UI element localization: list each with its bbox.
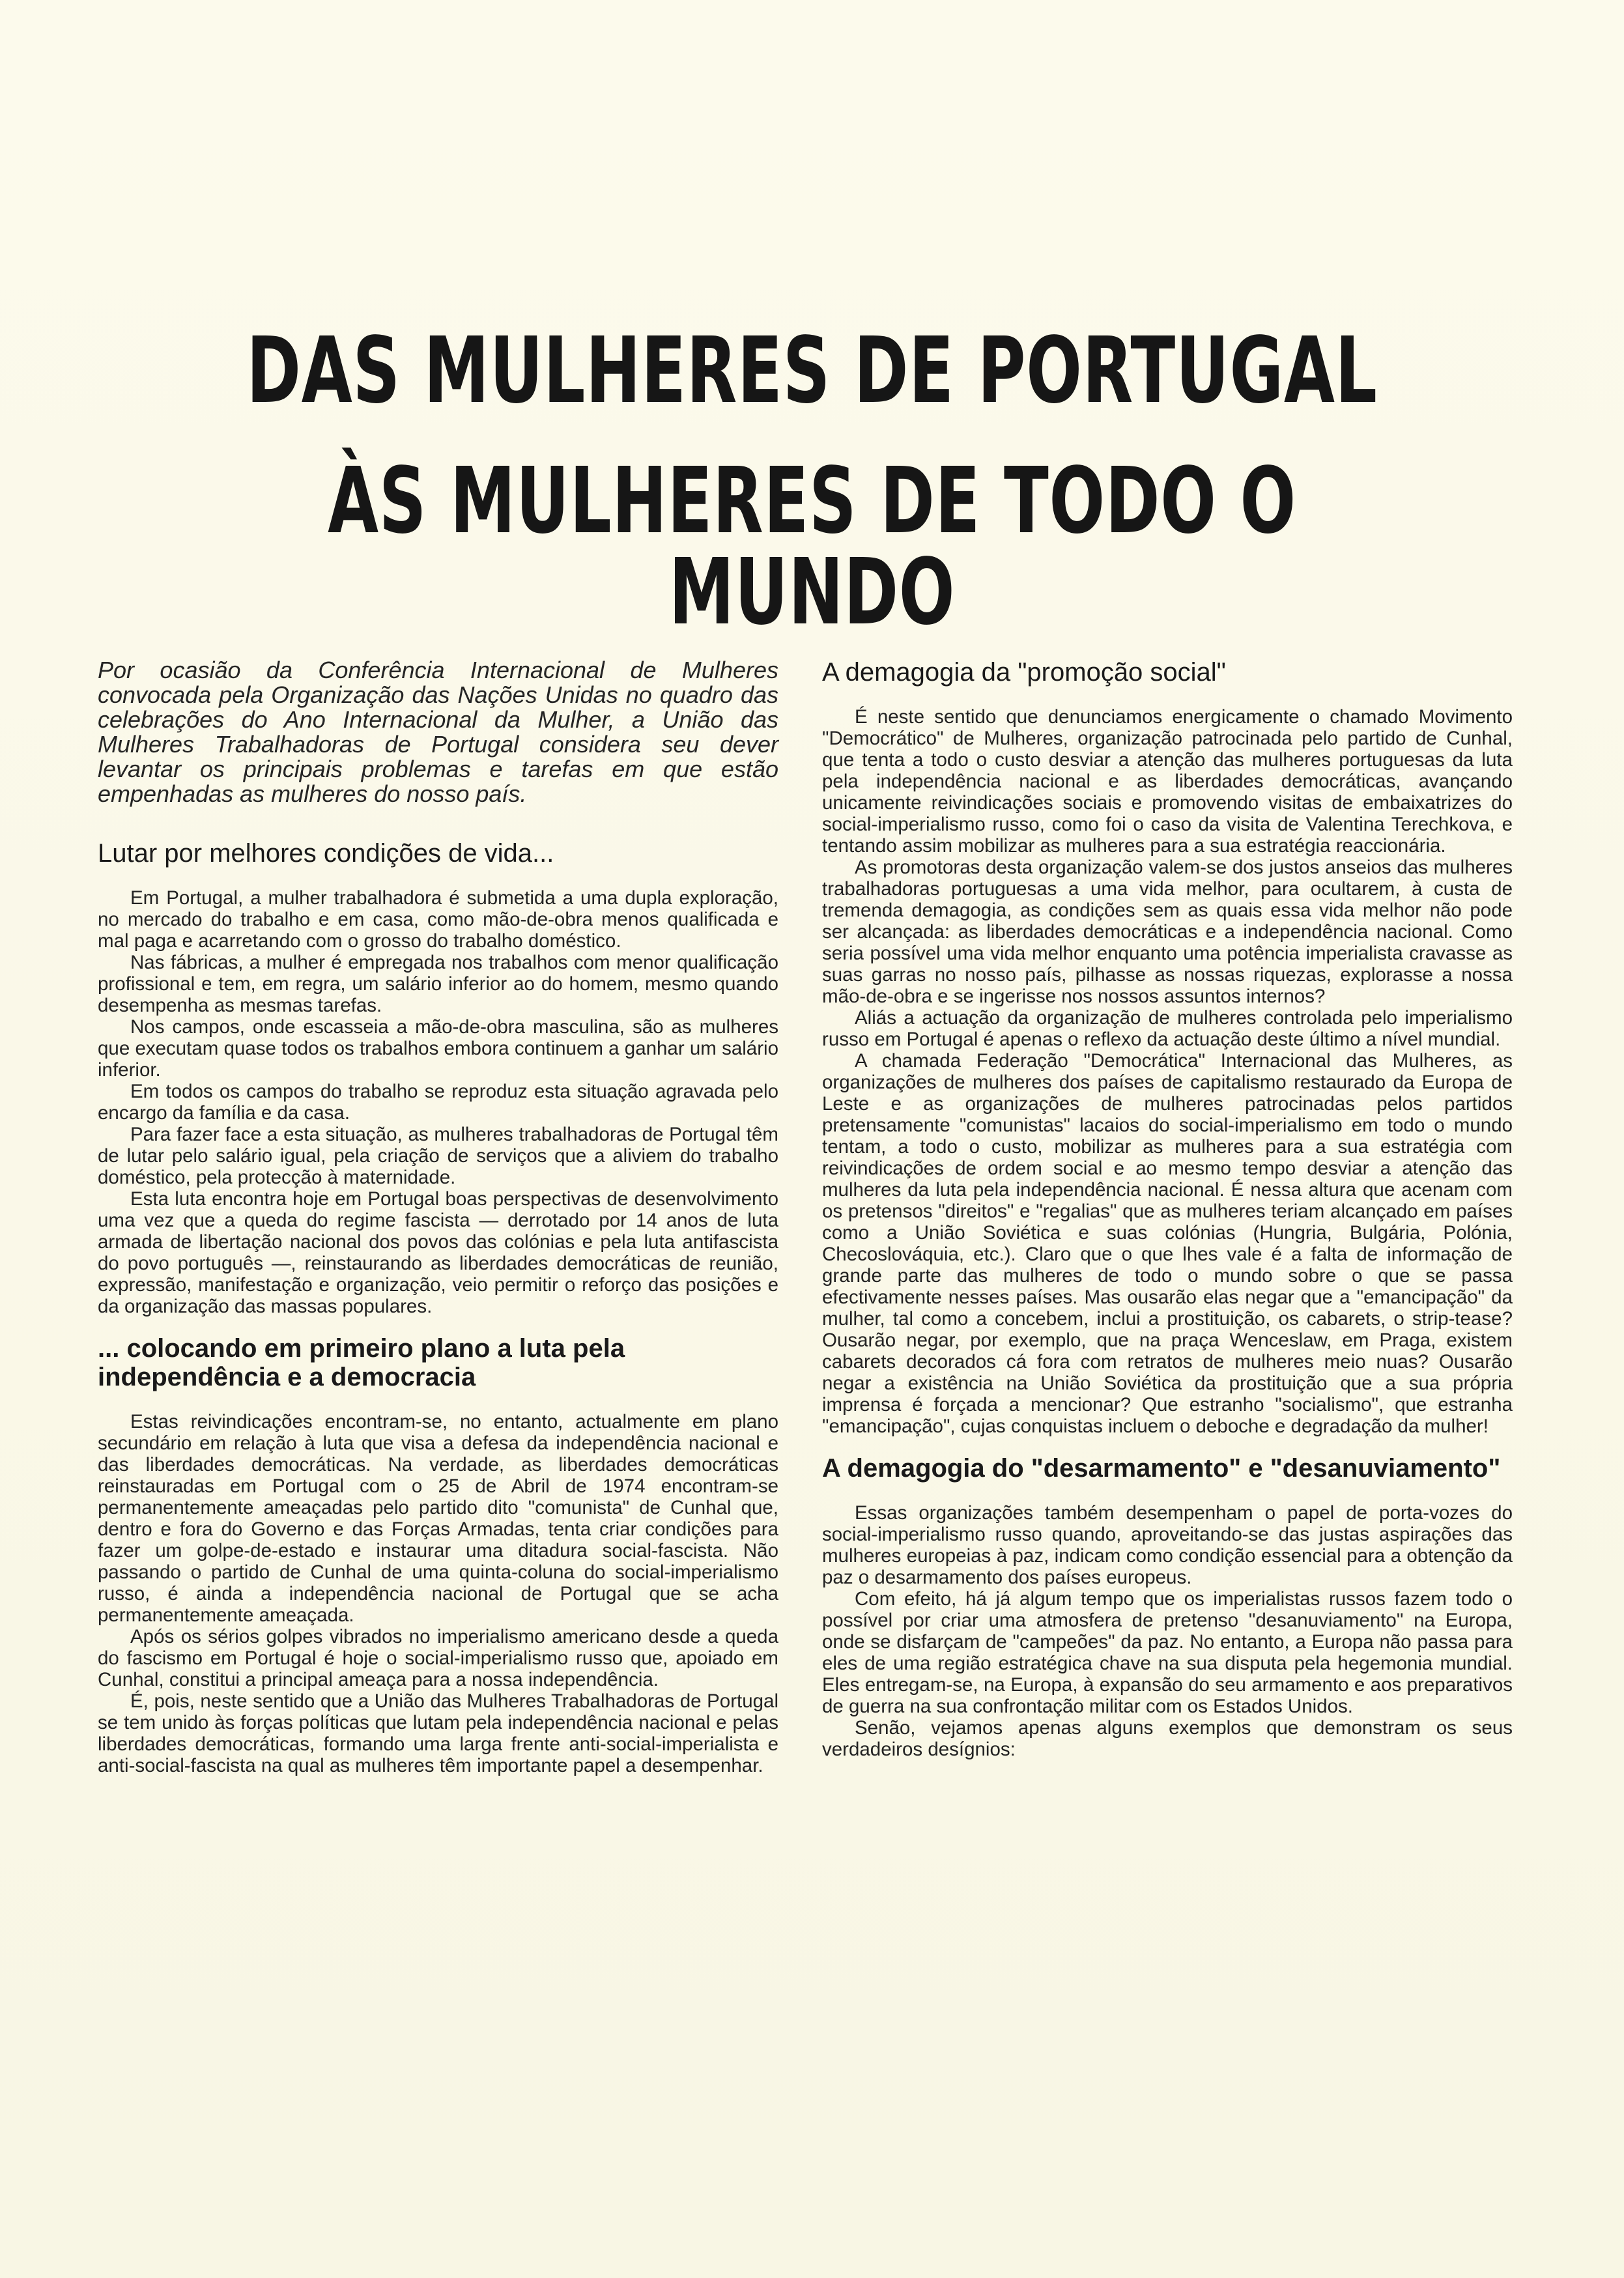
paragraph: Senão, vejamos apenas alguns exemplos que demonstram os seus verdadeiros desígnios:: [822, 1717, 1513, 1760]
paragraph: As promotoras desta organização valem-se dos justos anseios das mulheres trabalhadoras portuguesas a uma vida melhor, para ocultarem, à custa de tremenda demagogia, as condições sem as quais essa vida melhor não pode ser alcançada: as liberdades democráticas e a independência nacional. Como seria possível uma vida melhor enquanto uma potência imperialista cravasse as suas garras no nosso país, pilhasse as nossas riquezas, explorasse a nossa mão-de-obra e se ingerisse nos nossos assuntos internos?: [822, 857, 1513, 1007]
section-heading: Lutar por melhores condições de vida...: [98, 839, 554, 868]
section-social-promotion: [822, 658, 1513, 1437]
paragraph: Após os sérios golpes vibrados no imperialismo americano desde a queda do fascismo em Portugal é hoje o social-imperialismo russo que, apoiado em Cunhal, constitui a principal ameaça para a nossa independência.: [98, 1626, 778, 1690]
section-heading: A demagogia da "promoção social": [822, 658, 1226, 687]
paragraph: Aliás a actuação da organização de mulheres controlada pelo imperialismo russo em Portugal é apenas o reflexo da actuação deste último a nível mundial.: [822, 1007, 1513, 1050]
section-heading: A demagogia do "desarmamento" e "desanuviamento": [822, 1454, 1501, 1483]
paragraph: Esta luta encontra hoje em Portugal boas perspectivas de desenvolvimento uma vez que a queda do regime fascista — derrotado por 14 anos de luta armada de libertação nacional dos povos das colónias e pela luta antifascista do povo português —, reinstaurando as liberdades democráticas de reunião, expressão, manifestação e organização, veio permitir o reforço das posições e da organização das massas populares.: [98, 1188, 778, 1317]
title-line-1: DAS MULHERES DE PORTUGAL: [246, 318, 1378, 424]
paragraph: A chamada Federação "Democrática" Internacional das Mulheres, as organizações de mulheres dos países de capitalismo restaurado da Europa de Leste e as organizações de mulheres patrocinadas pelos partidos pretensamente "comunistas" lacaios do social-imperialismo em todo o mundo tentam, a todo o custo, mobilizar as mulheres para a sua estratégia com reivindicações de ordem social e ao mesmo tempo desviar a atenção das mulheres da luta pela independência nacional. É nessa altura que acenam com os pretensos "direitos" e "regalias" que as mulheres teriam alcançado em países como a União Soviética e suas colónias (Hungria, Bulgária, Polónia, Checoslováquia, etc.). Claro que o que lhes vale é a falta de informação de grande parte das mulheres de todo o mundo sobre o que se passa efectivamente nesses países. Mas ousarão elas negar que a "emancipação" da mulher, tal como a concebem, inclui a prostituição, os cabarets, o strip-tease? Ousarão negar, por exemplo, que na praça Wenceslaw, em Praga, existem cabarets decorados cá fora com retratos de mulheres meio nuas? Ousarão negar a existência na União Soviética da prostituição que a sua própria imprensa é forçada a mencionar? Que estranho "socialismo", que estranha "emancipação", cujas conquistas incluem o deboche e degradação da mulher!: [822, 1050, 1513, 1437]
paragraph: Em Portugal, a mulher trabalhadora é submetida a uma dupla exploração, no mercado do trabalho e em casa, como mão-de-obra menos qualificada e mal paga e acarretando com o grosso do trabalho doméstico.: [98, 887, 778, 952]
section-heading: ... colocando em primeiro plano a luta pela independência e a democracia: [98, 1334, 625, 1391]
section-living-conditions: [98, 839, 778, 1317]
section-independence: [98, 1334, 778, 1776]
paragraph: Estas reivindicações encontram-se, no entanto, actualmente em plano secundário em relação à luta que visa a defesa da independência nacional e das liberdades democráticas. Na verdade, as liberdades democráticas reinstauradas em Portugal com o 25 de Abril de 1974 encontram-se permanentemente ameaçadas pelo partido dito "comunista" de Cunhal que, dentro e fora do Governo e das Forças Armadas, tenta criar condições para fazer um golpe-de-estado e instaurar uma ditadura social-fascista. Não passando o partido de Cunhal de uma quinta-coluna do social-imperialismo russo, é ainda a independência nacional de Portugal que se acha permanentemente ameaçada.: [98, 1411, 778, 1626]
paragraph: Para fazer face a esta situação, as mulheres trabalhadoras de Portugal têm de lutar pelo salário igual, pela criação de serviços que a aliviem do trabalho doméstico, pela protecção à maternidade.: [98, 1124, 778, 1188]
title-line-2: ÀS MULHERES DE TODO O MUNDO: [328, 448, 1296, 646]
paragraph: Com efeito, há já algum tempo que os imperialistas russos fazem todo o possível por criar uma atmosfera de pretenso "desanuviamento" na Europa, onde se disfarçam de "campeões" da paz. No entanto, a Europa não passa para eles de uma região estratégica chave na sua disputa pela hegemonia mundial. Eles entregam-se, na Europa, à expansão do seu armamento e aos preparativos de guerra na sua confrontação militar com os Estados Unidos.: [822, 1588, 1513, 1717]
paragraph: Nas fábricas, a mulher é empregada nos trabalhos com menor qualificação profissional e tem, em regra, um salário inferior ao do homem, mesmo quando desempenha as mesmas tarefas.: [98, 952, 778, 1016]
section-disarmament: [822, 1454, 1513, 1760]
paragraph: É neste sentido que denunciamos energicamente o chamado Movimento "Democrático" de Mulheres, organização patrocinada pelo partido de Cunhal, que tenta a todo o custo desviar a atenção das mulheres portuguesas da luta pela independência nacional e as liberdades democráticas, avançando unicamente reivindicações sociais e promovendo visitas de embaixatrizes do social-imperialismo russo, como foi o caso da visita de Valentina Terechkova, e tentando assim mobilizar as mulheres para a sua estratégia reaccionária.: [822, 706, 1513, 857]
intro-paragraph: Por ocasião da Conferência Internacional de Mulheres convocada pela Organização das Nações Unidas no quadro das celebrações do Ano Internacional da Mulher, a União das Mulheres Trabalhadoras de Portugal considera seu dever levantar os principais problemas e tarefas em que estão empenhadas as mulheres do nosso país.: [98, 657, 778, 807]
left-column: [98, 658, 778, 1793]
paragraph: É, pois, neste sentido que a União das Mulheres Trabalhadoras de Portugal se tem unido às forças políticas que lutam pela independência nacional e pelas liberdades democráticas, formando uma larga frente anti-social-imperialista e anti-social-fascista na qual as mulheres têm importante papel a desempenhar.: [98, 1690, 778, 1776]
paragraph: Essas organizações também desempenham o papel de porta-vozes do social-imperialismo russo quando, aproveitando-se das justas aspirações das mulheres europeias à paz, indicam como condição essencial para a obtenção da paz o desarmamento dos países europeus.: [822, 1502, 1513, 1588]
paragraph: Em todos os campos do trabalho se reproduz esta situação agravada pelo encargo da família e da casa.: [98, 1081, 778, 1124]
right-column: [822, 658, 1513, 1777]
paragraph: Nos campos, onde escasseia a mão-de-obra masculina, são as mulheres que executam quase todos os trabalhos embora continuem a ganhar um salário inferior.: [98, 1016, 778, 1081]
